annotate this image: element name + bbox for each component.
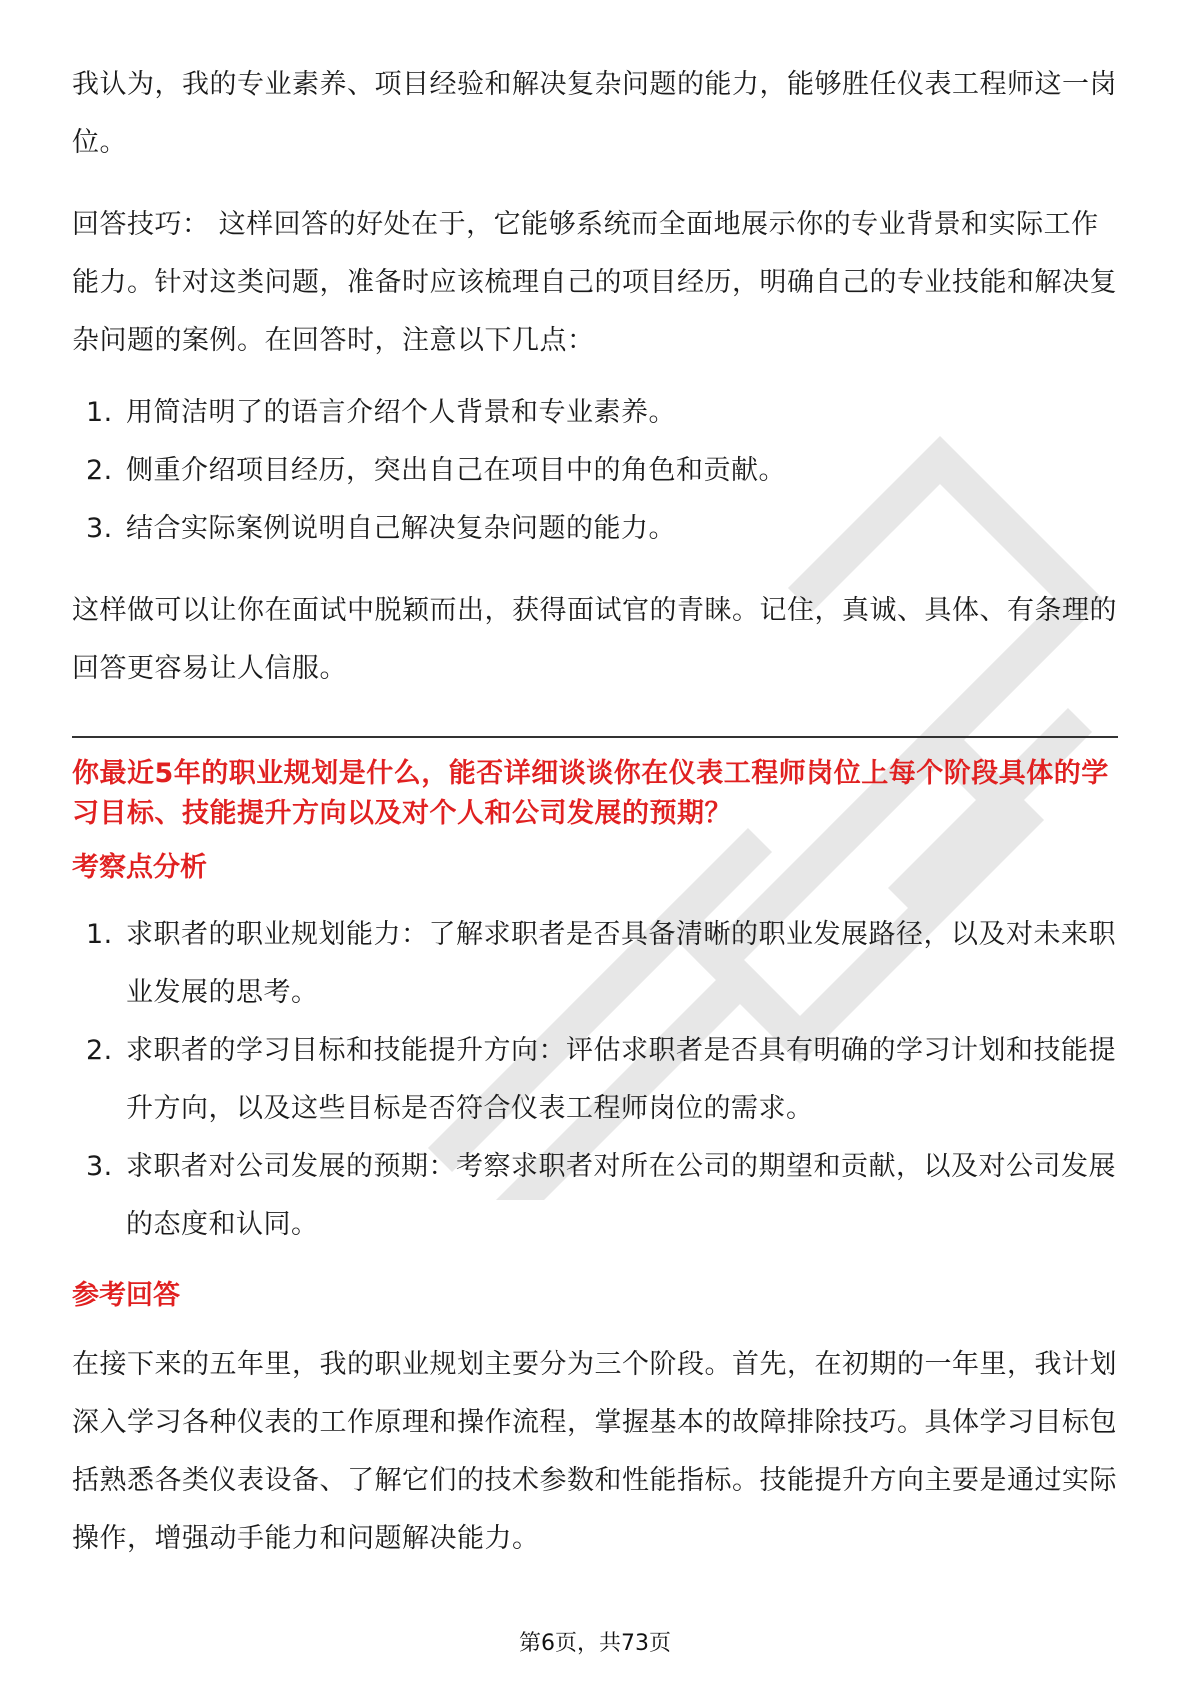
paragraph-conclusion: 我认为，我的专业素养、项目经验和解决复杂问题的能力，能够胜任仪表工程师这一岗位。 — [72, 69, 1117, 158]
list-item-text: 求职者的学习目标和技能提升方向：评估求职者是否具有明确的学习计划和技能提升方向，以及这些目标是否符合仪表工程师岗位的需求。 — [126, 1035, 1116, 1124]
list-item-text: 用简洁明了的语言介绍个人背景和专业素养。 — [126, 397, 676, 428]
analysis-heading: 考察点分析 — [72, 852, 207, 883]
list-item — [72, 500, 1118, 558]
question-heading: 你最近5年的职业规划是什么，能否详细谈谈你在仪表工程师岗位上每个阶段具体的学习目标、技能提升方向以及对个人和公司发展的预期？ — [72, 758, 1109, 829]
list-item — [72, 442, 1118, 500]
list-item-text: 侧重介绍项目经历，突出自己在项目中的角色和贡献。 — [126, 455, 786, 486]
list-item-text: 求职者的职业规划能力：了解求职者是否具备清晰的职业发展路径，以及对未来职业发展的思考。 — [126, 919, 1116, 1008]
list-item — [72, 1138, 1118, 1254]
list-number: 2. — [86, 1035, 113, 1066]
list-number: 3. — [86, 513, 113, 544]
list-item-text: 结合实际案例说明自己解决复杂问题的能力。 — [126, 513, 676, 544]
paragraph-summary: 这样做可以让你在面试中脱颖而出，获得面试官的青睐。记住，真诚、具体、有条理的回答更容易让人信服。 — [72, 595, 1117, 684]
paragraph-tips-intro: 回答技巧： 这样回答的好处在于，它能够系统而全面地展示你的专业背景和实际工作能力。针对这类问题，准备时应该梳理自己的项目经历，明确自己的专业技能和解决复杂问题的案例。在回答时，注意以下几点： — [72, 209, 1117, 356]
list-item-text: 求职者对公司发展的预期：考察求职者对所在公司的期望和贡献，以及对公司发展的态度和认同。 — [126, 1151, 1116, 1240]
list-item — [72, 906, 1118, 1022]
list-number: 3. — [86, 1151, 113, 1182]
list-item — [72, 384, 1118, 442]
reference-heading: 参考回答 — [72, 1280, 180, 1311]
reference-answer: 在接下来的五年里，我的职业规划主要分为三个阶段。首先，在初期的一年里，我计划深入学习各种仪表的工作原理和操作流程，掌握基本的故障排除技巧。具体学习目标包括熟悉各类仪表设备、了解它们的技术参数和性能指标。技能提升方向主要是通过实际操作，增强动手能力和问题解决能力。 — [72, 1349, 1117, 1554]
tips-list — [72, 384, 1118, 558]
page-number: 第6页，共73页 — [519, 1631, 671, 1656]
list-number: 1. — [86, 397, 113, 428]
list-item — [72, 1022, 1118, 1138]
list-number: 2. — [86, 455, 113, 486]
list-number: 1. — [86, 919, 113, 950]
content-area — [72, 56, 1118, 1568]
analysis-list — [72, 906, 1118, 1254]
